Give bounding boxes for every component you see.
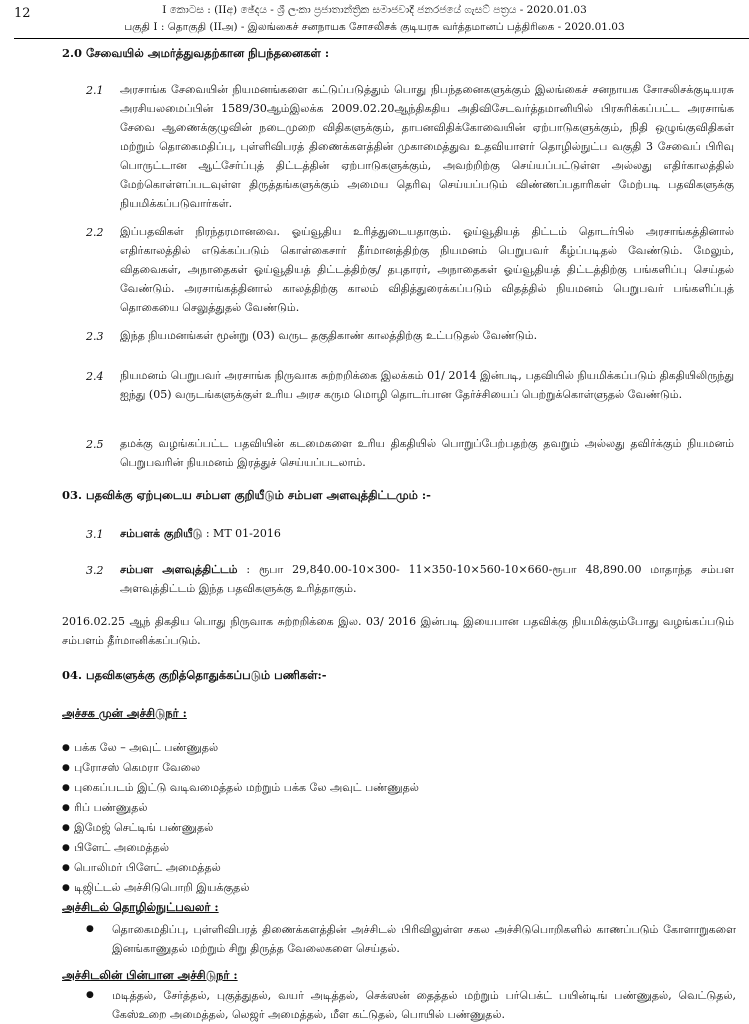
gazette-header-sinhala: I කොටස : (IIඅ) ඡේදය - ශ්‍රී ලංකා ප්‍රජාතාන්ත්‍රික සමාජවාදී ජනරජයේ ගැසට් පත්‍රය - 2020.01.03 [162, 4, 587, 16]
section-4-heading: 04. பதவிகளுக்கு குறித்தொதுக்கப்படும் பணிகள்:- [62, 668, 327, 682]
printing-technician-duty [86, 920, 736, 958]
list-item: தொகைமதிப்பு, புள்ளிவிபரத் திணைக்களத்தின் அச்சிடல் பிரிவிலுள்ள சகல அச்சிடுபொறிகளில் காணப்படும் கோளாறுகளை இனங்காணுதல் மற்றும் சிறு திருத்த வேலைகளை செய்தல். [112, 923, 736, 955]
salary-code-value: : MT 01-2016 [205, 527, 281, 540]
page-number: 12 [14, 6, 31, 21]
paragraph-2-3: இந்த நியமனங்கள் மூன்று (03) வருட தகுதிகாண் காலத்திற்கு உட்படுதல் வேண்டும். [120, 329, 538, 342]
item-number: 2.1 [86, 84, 104, 97]
printing-technician-title: அச்சிடல் தொழில்நுட்பவலர் : [62, 900, 219, 914]
postpress-printer-duty [86, 986, 736, 1024]
prepress-duties-list [62, 738, 419, 898]
item-number: 2.3 [86, 330, 104, 343]
list-item: ● புரோசஸ் கெமரா வேலை [62, 758, 419, 778]
paragraph-2-5: தமக்கு வழங்கப்பட்ட பதவியின் கடமைகளை உரிய திகதியில் பொறுப்பேற்பதற்கு தவறும் அல்லது தவிர்க்கும் நியமனம் பெறுபவரின் நியமனம் இரத்துச் செய்யப்படலாம். [120, 437, 734, 469]
paragraph-2-4: நியமனம் பெறுபவர் அரசாங்க நிருவாக சுற்றறிக்கை இலக்கம் 01/ 2014 இன்படி, பதவியில் நியமிக்கப்படும் திகதியிலிருந்து ஐந்து (05) வருடங்களுக்குள் உரிய அரச கரும மொழி தொடர்பான தேர்ச்சியைப் பெற்றுக்கொள்ளுதல் வேண்டும். [120, 369, 734, 401]
paragraph-2-2: இப்பதவிகள் நிரந்தரமானவை. ஓய்வூதிய உரித்துடையதாகும். ஓய்வூதியத் திட்டம் தொடர்பில் அரசாங்கத்தினால் எதிர்காலத்தில் எடுக்கப்படும் கொள்கைசார் தீர்மானத்திற்கு நியமனம் பெறுபவர் கீழ்ப்படிதல் வேண்டும். மேலும், விதவைகள், அநாதைகள் ஓய்வூதியத் திட்டத்திற்கு/ தபுதாரர், அநாதைகள் ஓய்வூதியத் திட்டத்திற்கு பங்களிப்பு செய்தல் வேண்டும். அரசாங்கத்தினால் காலத்திற்கு காலம் விதித்துரைக்கப்படும் விதத்தில் நியமனம் பெறுபவர் பங்களிப்புத் தொகையை செலுத்துதல் வேண்டும். [120, 225, 734, 314]
section-3-heading: 03. பதவிக்கு ஏற்புடைய சம்பள குறியீடும் சம்பள அளவுத்திட்டமும் :- [62, 488, 431, 502]
item-number: 3.1 [86, 528, 104, 541]
section-2-heading: 2.0 சேவையில் அமர்த்துவதற்கான நிபந்தனைகள் : [62, 46, 330, 60]
list-item: ● புகைப்படம் இட்டு வடிவமைத்தல் மற்றும் பக்க லே அவுட் பண்ணுதல் [62, 778, 419, 798]
gazette-header-tamil: பகுதி I : தொகுதி (IIஅ) - இலங்கைச் சனநாயக சோசலிசக் குடியரசு வர்த்தமானப் பத்திரிகை - 2020.01.03 [124, 21, 625, 33]
list-item: ● டிஜிட்டல் அச்சிடுபொறி இயக்குதல் [62, 878, 419, 898]
list-item: ● ரிப் பண்ணுதல் [62, 798, 419, 818]
list-item: ● இமேஜ் செட்டிங் பண்ணுதல் [62, 818, 419, 838]
salary-code-line [120, 524, 734, 543]
item-number: 2.2 [86, 226, 104, 239]
header-rule [14, 38, 749, 39]
postpress-printer-title: அச்சிடலின் பின்பான அச்சிடுநர் : [62, 968, 238, 982]
list-item: ● பொலிமர் பிளேட் அமைத்தல் [62, 858, 419, 878]
item-number: 2.5 [86, 438, 104, 451]
prepress-printer-title: அச்சக முன் அச்சிடுநர் : [62, 706, 187, 720]
list-item: ● பக்க லே – அவுட் பண்ணுதல் [62, 738, 419, 758]
salary-scale-value: : ரூபா 29,840.00-10×300- 11×350-10×560-10×660-ரூபா 48,890.00 மாதாந்த சம்பள அளவுத்திட்டம் இந்த பதவிகளுக்கு உரித்தாகும். [120, 563, 734, 595]
item-number: 3.2 [86, 564, 104, 577]
bullet-icon: ● [86, 924, 94, 934]
salary-note: 2016.02.25 ஆந் திகதிய பொது நிருவாக சுற்றறிக்கை இல. 03/ 2016 இன்படி இயைபான பதவிக்கு நியமிக்கும்போது வழங்கப்படும் சம்பளம் தீர்மானிக்கப்படும். [62, 615, 734, 647]
bullet-icon: ● [86, 990, 94, 1000]
paragraph-2-1: அரசாங்க சேவையின் நியமனங்களை கட்டுப்படுத்தும் பொது நிபந்தனைகளுக்கும் இலங்கைச் சனநாயக சோசலிசக்குடியரசு அரசியலமைப்பின் 1589/30ஆம்இலக்க 2009.02.20ஆந்திகதிய அதிவிசேடவர்த்தமானியில் பிரசுரிக்கப்பட்ட அரசாங்க சேவை ஆணைக்குழுவின் நடைமுறை விதிகளுக்கும், தாபனவிதிக்கோவையின் ஏற்பாடுகளுக்கும், நிதி ஒழுங்குவிதிகள் மற்றும் தொகைமதிப்பு, புள்ளிவிபரத் திணைக்களத்தின் முகாமைத்துவ உதவியாளர் தொழில்நுட்ப வகுதி 3 சேவைப் பிரிவு பொருட்டான ஆட்சேர்ப்புத் திட்டத்தின் ஏற்பாடுகளுக்கும், அவற்றிற்கு செய்யப்பட்டுள்ள அல்லது எதிர்காலத்தில் மேற்கொள்ளப்படவுள்ள திருத்தங்களுக்கும் அமைய தெரிவு செய்யப்படும் விண்ணப்பதாரிகள் மேற்படி பதவிகளுக்கு நியமிக்கப்படுவார்கள். [120, 83, 734, 210]
salary-code-label: சம்பளக் குறியீடு [120, 527, 203, 540]
list-item: ● பிளேட் அமைத்தல் [62, 838, 419, 858]
salary-scale-label: சம்பள அளவுத்திட்டம் [120, 563, 238, 576]
item-number: 2.4 [86, 370, 104, 383]
list-item: மடித்தல், சேர்த்தல், புகுத்துதல், வயர் அடித்தல், செக்ஸன் தைத்தல் மற்றும் பர்பெக்ட் பயின்டிங் பண்ணுதல், வெட்டுதல், கேஸ்உறை அமைத்தல், லெஜர் அமைத்தல், மீள கட்டுதல், பொயில் பண்ணுதல். [112, 989, 736, 1021]
salary-scale-line [120, 560, 734, 598]
